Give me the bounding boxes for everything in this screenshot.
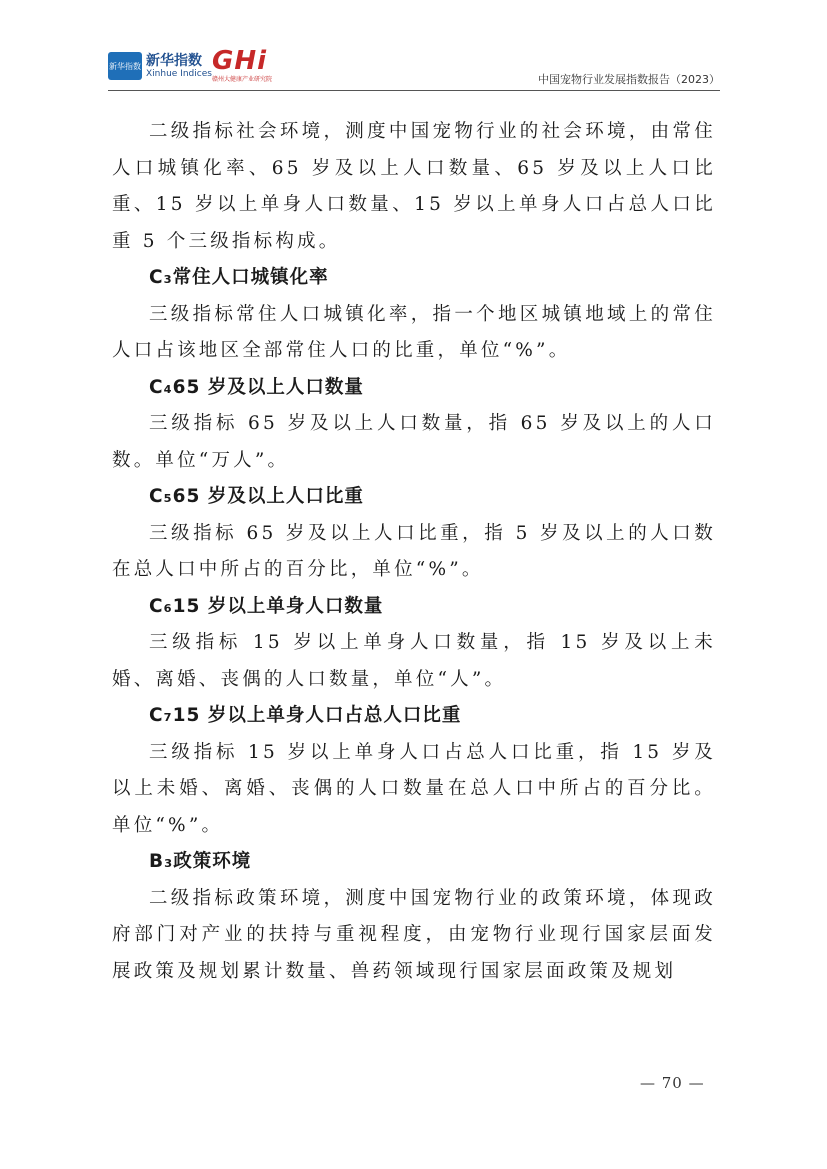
page-header [108, 44, 720, 90]
paragraph-c5: 三级指标 65 岁及以上人口比重，指 5 岁及以上的人口数在总人口中所占的百分比，单位“%”。 [112, 522, 716, 580]
paragraph-c6: 三级指标 15 岁以上单身人口数量，指 15 岁及以上未婚、离婚、丧偶的人口数量，单位“人”。 [112, 632, 716, 690]
heading-c5: C₅65 岁及以上人口比重 [149, 486, 364, 507]
paragraph-social-environment: 二级指标社会环境，测度中国宠物行业的社会环境，由常住人口城镇化率、65 岁及以上人口数量、65 岁及以上人口比重、15 岁以上单身人口数量、15 岁以上单身人口占总人口比重 5 个三级指标构成。 [112, 121, 716, 252]
paragraph-b3: 二级指标政策环境，测度中国宠物行业的政策环境，体现政府部门对产业的扶持与重视程度，由宠物行业现行国家层面发展政策及规划累计数量、兽药领域现行国家层面政策及规划 [112, 887, 716, 982]
xinhua-indices-logo [108, 50, 212, 86]
xinhua-logo-en: Xinhue Indices [146, 69, 212, 79]
paragraph-c7: 三级指标 15 岁以上单身人口占总人口比重，指 15 岁及以上未婚、离婚、丧偶的人口数量在总人口中所占的百分比。单位“%”。 [112, 741, 716, 836]
page-body [112, 114, 716, 990]
ghi-logo [212, 48, 312, 84]
paragraph-c3: 三级指标常住人口城镇化率，指一个地区城镇地域上的常住人口占该地区全部常住人口的比重，单位“%”。 [112, 303, 716, 361]
xinhua-logo-cn: 新华指数 [146, 53, 202, 69]
header-divider [108, 90, 720, 91]
heading-c4: C₄65 岁及以上人口数量 [149, 376, 364, 398]
ghi-logo-mark: GHi [212, 46, 268, 76]
heading-c3: C₃常住人口城镇化率 [149, 267, 329, 288]
paragraph-c4: 三级指标 65 岁及以上人口数量，指 65 岁及以上的人口数。单位“万人”。 [112, 413, 716, 471]
page-number: — 70 — [640, 1074, 705, 1092]
heading-b3: B₃政策环境 [149, 851, 252, 872]
report-title: 中国宠物行业发展指数报告（2023） [538, 73, 720, 86]
heading-c6: C₆15 岁以上单身人口数量 [149, 595, 384, 617]
heading-c7: C₇15 岁以上单身人口占总人口比重 [149, 705, 462, 726]
xinhua-logo-icon: 新华指数 [108, 52, 142, 80]
ghi-logo-subtitle: 赣州大健康产业研究院 [212, 76, 273, 83]
